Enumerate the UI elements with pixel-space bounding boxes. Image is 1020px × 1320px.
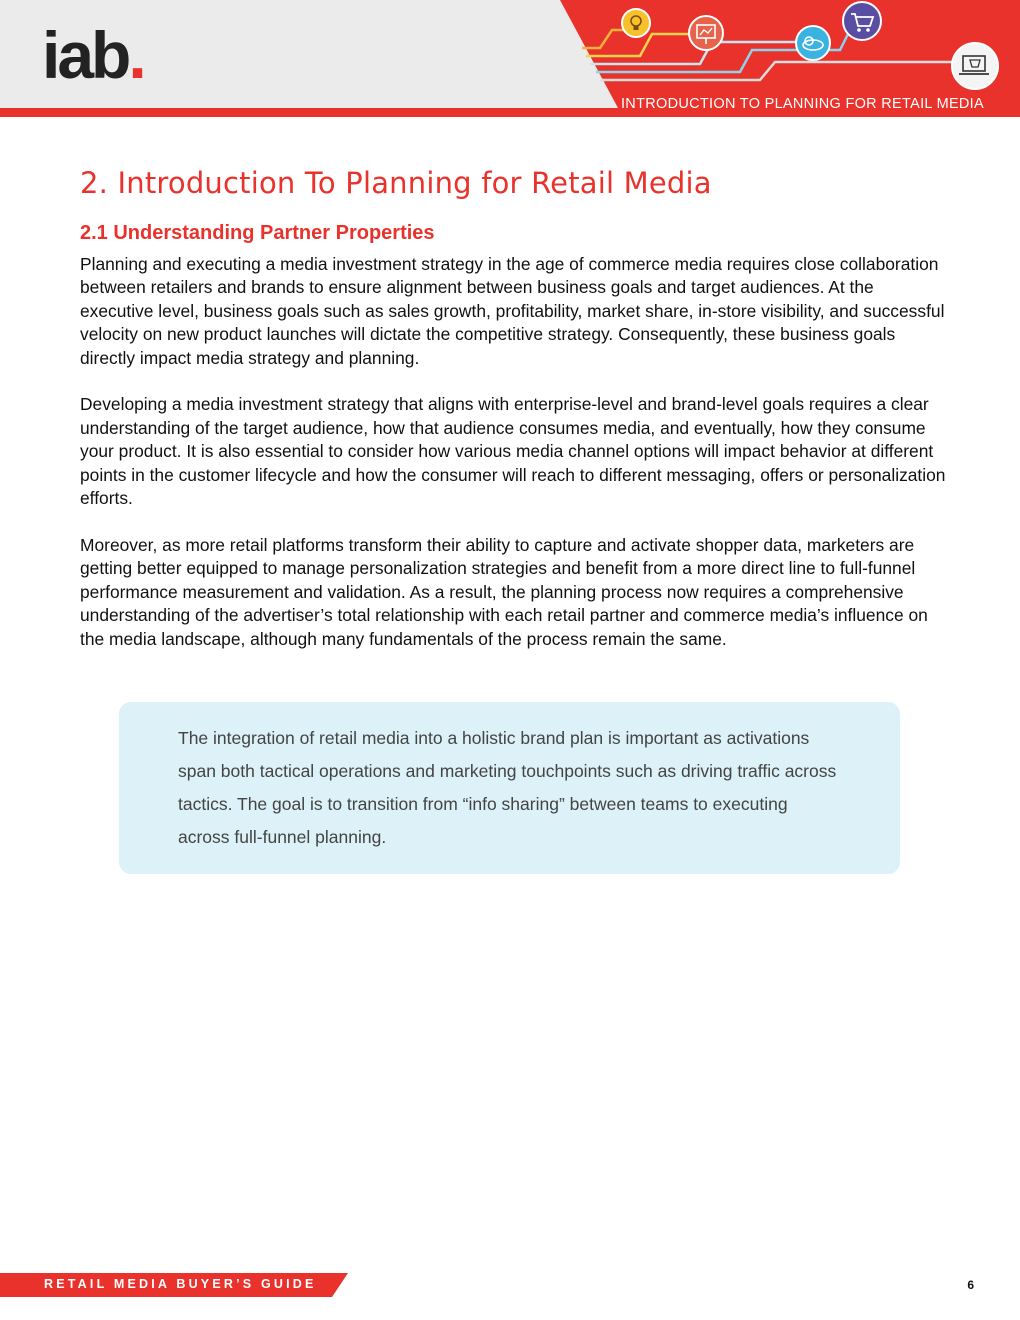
page-number: 6 — [967, 1278, 974, 1292]
page-title: 2. Introduction To Planning for Retail Media — [80, 166, 712, 200]
cart-icon — [843, 2, 881, 40]
logo-text: iab — [42, 18, 129, 92]
cloud-icon — [796, 26, 830, 60]
section-header-title: INTRODUCTION TO PLANNING FOR RETAIL MEDIA — [620, 96, 984, 112]
paragraph: Planning and executing a media investment strategy in the age of commerce media requires close collaboration between retailers and brands to ensure alignment between business goals and target audiences. At the executive level, business goals such as sales growth, profitability, market share, in-store visibility, and successful velocity on new product launches will dictate the competitive strategy. Consequently, these business goals directly impact media strategy and planning. — [80, 253, 945, 368]
lightbulb-icon — [622, 9, 650, 37]
footer-guide-title: RETAIL MEDIA BUYER’S GUIDE — [44, 1277, 317, 1291]
subsection-title: 2.1 Understanding Partner Properties — [80, 221, 435, 244]
paragraph: Moreover, as more retail platforms transform their ability to capture and activate shopper data, marketers are getting better equipped to manage personalization strategies and benefit from a more direct line to full-funnel performance measurement and validation. As a result, the planning process now requires a comprehensive understanding of the advertiser’s total relationship with each retail partner and commerce media’s influence on the media landscape, although many fundamentals of the process remain the same. — [80, 534, 928, 649]
paragraph: Developing a media investment strategy that aligns with enterprise-level and brand-level goals requires a clear understanding of the target audience, how that audience consumes media, and eventually, how they consume your product. It is also essential to consider how various media channel options will impact behavior at different points in the customer lifecycle and how the consumer will reach to different messaging, offers or personalization efforts. — [80, 394, 946, 509]
laptop-shopping-icon — [952, 43, 998, 89]
callout-box — [119, 702, 900, 874]
presentation-icon — [689, 16, 723, 50]
page-header — [0, 0, 1020, 118]
logo-dot: . — [128, 18, 144, 92]
callout-text: The integration of retail media into a holistic brand plan is important as activations span both tactical operations and marketing touchpoints such as driving traffic across tactics. The goal is to transition from “info sharing” between teams to executing across full-funnel planning. — [178, 728, 837, 847]
iab-logo — [42, 18, 144, 92]
main-content — [80, 166, 950, 674]
